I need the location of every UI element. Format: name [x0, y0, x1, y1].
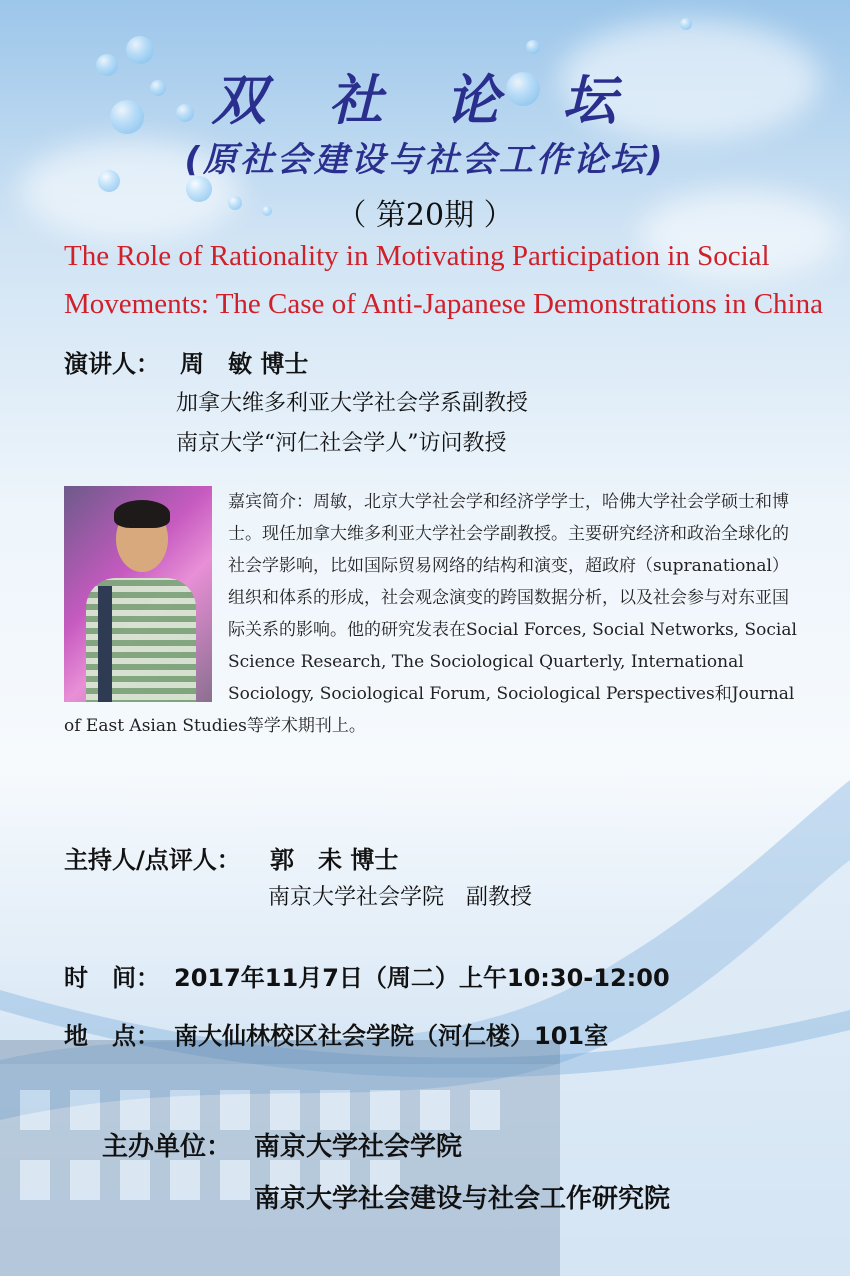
place-value: 南大仙林校区社会学院（河仁楼）101室	[174, 1022, 609, 1050]
talk-title-line: Movements: The Case of Anti-Japanese Demonstrations in China	[64, 288, 823, 320]
organizer-name: 南京大学社会学院	[254, 1132, 463, 1162]
host-affiliation: 南京大学社会学院 副教授	[268, 885, 533, 910]
talk-title-line: The Role of Rationality in Motivating Participation in Social	[64, 240, 770, 272]
speaker-affiliation: 南京大学“河仁社会学人”访问教授	[176, 431, 507, 456]
bio-text: 嘉宾简介：周敏，北京大学社会学和经济学学士，哈佛大学社会学硕士和博士。现任加拿大维多利亚大学社会学副教授。主要研究经济和政治全球化的社会学影响，比如国际贸易网络的结构和演变，超政府（supranational）组织和体系的形成，社会观念演变的跨国数据分析，以及社会参与对东亚国际关系的影响。他的研究发表在Social Forces, Social Networks, Social Science Research, The Sociological Quarterly, International Sociology, Sociological Forum, Sociological Perspectives和Journal of East Asian Studies等学术期刊上。	[64, 492, 797, 736]
forum-title: 双 社 论 坛	[211, 69, 639, 132]
time-value: 2017年11月7日（周二）上午10:30-12:00	[174, 964, 670, 992]
bubble-decoration	[526, 40, 540, 54]
bubble-decoration	[680, 18, 692, 30]
organizer-name: 南京大学社会建设与社会工作研究院	[254, 1184, 671, 1214]
speaker-label: 演讲人：	[64, 350, 160, 378]
forum-subtitle: (原社会建设与社会工作论坛)	[184, 140, 666, 180]
place-label: 地 点：	[64, 1022, 160, 1050]
issue-number: （ 第20期 ）	[336, 198, 514, 233]
organizer-label: 主办单位：	[102, 1132, 233, 1162]
speaker-name: 周 敏 博士	[180, 350, 309, 378]
speaker-photo	[64, 486, 212, 702]
speaker-bio	[64, 486, 804, 742]
host-label: 主持人/点评人：	[64, 846, 241, 874]
speaker-affiliation: 加拿大维多利亚大学社会学系副教授	[176, 391, 529, 416]
time-label: 时 间：	[64, 964, 160, 992]
talk-title	[64, 232, 824, 328]
host-name: 郭 未 博士	[270, 846, 399, 874]
